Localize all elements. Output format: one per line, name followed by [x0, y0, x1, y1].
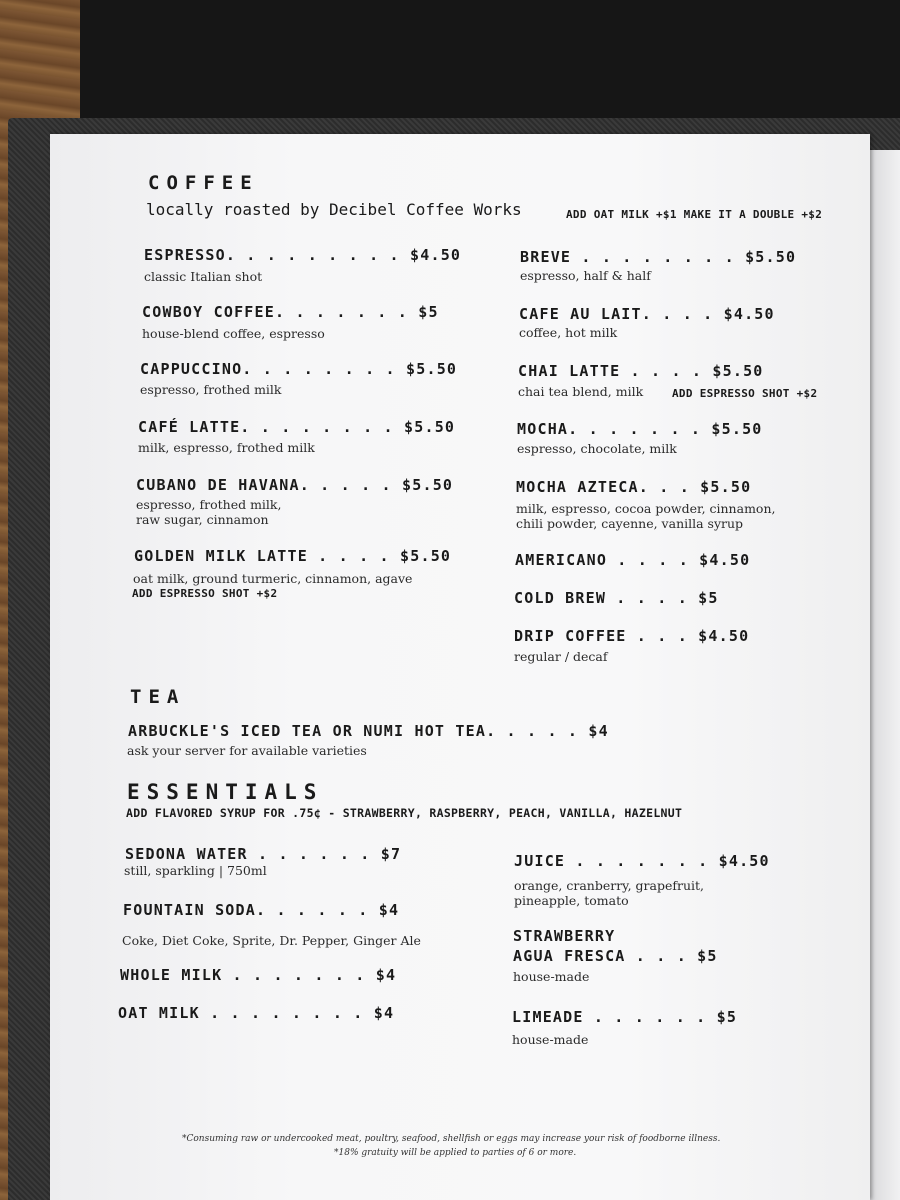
- menu-item-desc: coffee, hot milk: [519, 325, 618, 340]
- menu-item-juice: JUICE . . . . . . . $4.50: [514, 852, 770, 870]
- coffee-subtitle: locally roasted by Decibel Coffee Works: [146, 200, 522, 219]
- menu-item-desc: milk, espresso, cocoa powder, cinnamon,: [516, 501, 776, 516]
- menu-item-desc: oat milk, ground turmeric, cinnamon, agave: [133, 571, 413, 586]
- essentials-syrup-note: ADD FLAVORED SYRUP FOR .75¢ - STRAWBERRY, RASPBERRY, PEACH, VANILLA, HAZELNUT: [126, 806, 683, 820]
- menu-item-strawberry-agua-fresca: STRAWBERRY: [513, 927, 616, 945]
- menu-item-desc: regular / decaf: [514, 649, 608, 664]
- menu-item-desc: chai tea blend, milk: [518, 384, 644, 399]
- menu-item-desc: still, sparkling | 750ml: [124, 863, 267, 878]
- menu-item-limeade: LIMEADE . . . . . . $5: [512, 1008, 738, 1026]
- next-page-edge: [868, 150, 900, 1200]
- menu-item-cold-brew: COLD BREW . . . . $5: [514, 589, 719, 607]
- menu-item-cafe-latte: CAFÉ LATTE. . . . . . . . $5.50: [138, 418, 456, 436]
- menu-item-cowboy-coffee: COWBOY COFFEE. . . . . . . $5: [142, 303, 439, 321]
- menu-item-desc: classic Italian shot: [144, 269, 263, 284]
- menu-item-desc: espresso, frothed milk,: [136, 497, 282, 512]
- menu-item-cappuccino: CAPPUCCINO. . . . . . . . $5.50: [140, 360, 458, 378]
- menu-item-whole-milk: WHOLE MILK . . . . . . . $4: [120, 966, 397, 984]
- menu-item-strawberry-agua-fresca-line2: AGUA FRESCA . . . $5: [513, 947, 718, 965]
- menu-item-desc: Coke, Diet Coke, Sprite, Dr. Pepper, Ginger Ale: [122, 933, 421, 948]
- essentials-heading: ESSENTIALS: [127, 780, 324, 804]
- menu-item-cubano-de-havana: CUBANO DE HAVANA. . . . . $5.50: [136, 476, 454, 494]
- menu-item-desc: espresso, chocolate, milk: [517, 441, 677, 456]
- menu-item-espresso: ESPRESSO. . . . . . . . . $4.50: [144, 246, 462, 264]
- menu-item-desc: house-made: [512, 1032, 589, 1047]
- footer-gratuity-note: *18% gratuity will be applied to parties of 6 or more.: [334, 1148, 577, 1158]
- menu-item-desc: espresso, frothed milk: [140, 382, 282, 397]
- menu-item-americano: AMERICANO . . . . $4.50: [515, 551, 751, 569]
- menu-page: [50, 134, 870, 1200]
- menu-item-addon: ADD ESPRESSO SHOT +$2: [132, 587, 278, 600]
- menu-item-oat-milk: OAT MILK . . . . . . . . $4: [118, 1004, 395, 1022]
- menu-item-desc: house-made: [513, 969, 590, 984]
- menu-item-golden-milk-latte: GOLDEN MILK LATTE . . . . $5.50: [134, 547, 452, 565]
- menu-item-desc: orange, cranberry, grapefruit,: [514, 878, 705, 893]
- menu-item-desc: ask your server for available varieties: [127, 743, 367, 758]
- menu-item-desc: espresso, half & half: [520, 268, 651, 283]
- tea-heading: TEA: [130, 686, 186, 708]
- menu-item-addon: ADD ESPRESSO SHOT +$2: [672, 387, 818, 400]
- menu-item-desc: chili powder, cayenne, vanilla syrup: [516, 516, 744, 531]
- menu-item-cafe-au-lait: CAFE AU LAIT. . . . $4.50: [519, 305, 775, 323]
- footer-food-warning: *Consuming raw or undercooked meat, poultry, seafood, shellfish or eggs may increase your risk of foodborne illness.: [182, 1134, 721, 1144]
- coffee-heading: COFFEE: [148, 172, 259, 194]
- menu-item-sedona-water: SEDONA WATER . . . . . . $7: [125, 845, 402, 863]
- menu-item-mocha: MOCHA. . . . . . . $5.50: [517, 420, 763, 438]
- menu-item-tea: ARBUCKLE'S ICED TEA OR NUMI HOT TEA. . . . . $4: [128, 722, 609, 740]
- coffee-addons: ADD OAT MILK +$1 MAKE IT A DOUBLE +$2: [566, 208, 823, 221]
- menu-item-chai-latte: CHAI LATTE . . . . $5.50: [518, 362, 764, 380]
- menu-item-fountain-soda: FOUNTAIN SODA. . . . . . $4: [123, 901, 400, 919]
- menu-item-desc: house-blend coffee, espresso: [142, 326, 325, 341]
- menu-item-drip-coffee: DRIP COFFEE . . . $4.50: [514, 627, 750, 645]
- menu-item-mocha-azteca: MOCHA AZTECA. . . $5.50: [516, 478, 752, 496]
- menu-item-desc: pineapple, tomato: [514, 893, 629, 908]
- menu-item-desc: milk, espresso, frothed milk: [138, 440, 315, 455]
- menu-item-desc: raw sugar, cinnamon: [136, 512, 269, 527]
- menu-item-breve: BREVE . . . . . . . . $5.50: [520, 248, 797, 266]
